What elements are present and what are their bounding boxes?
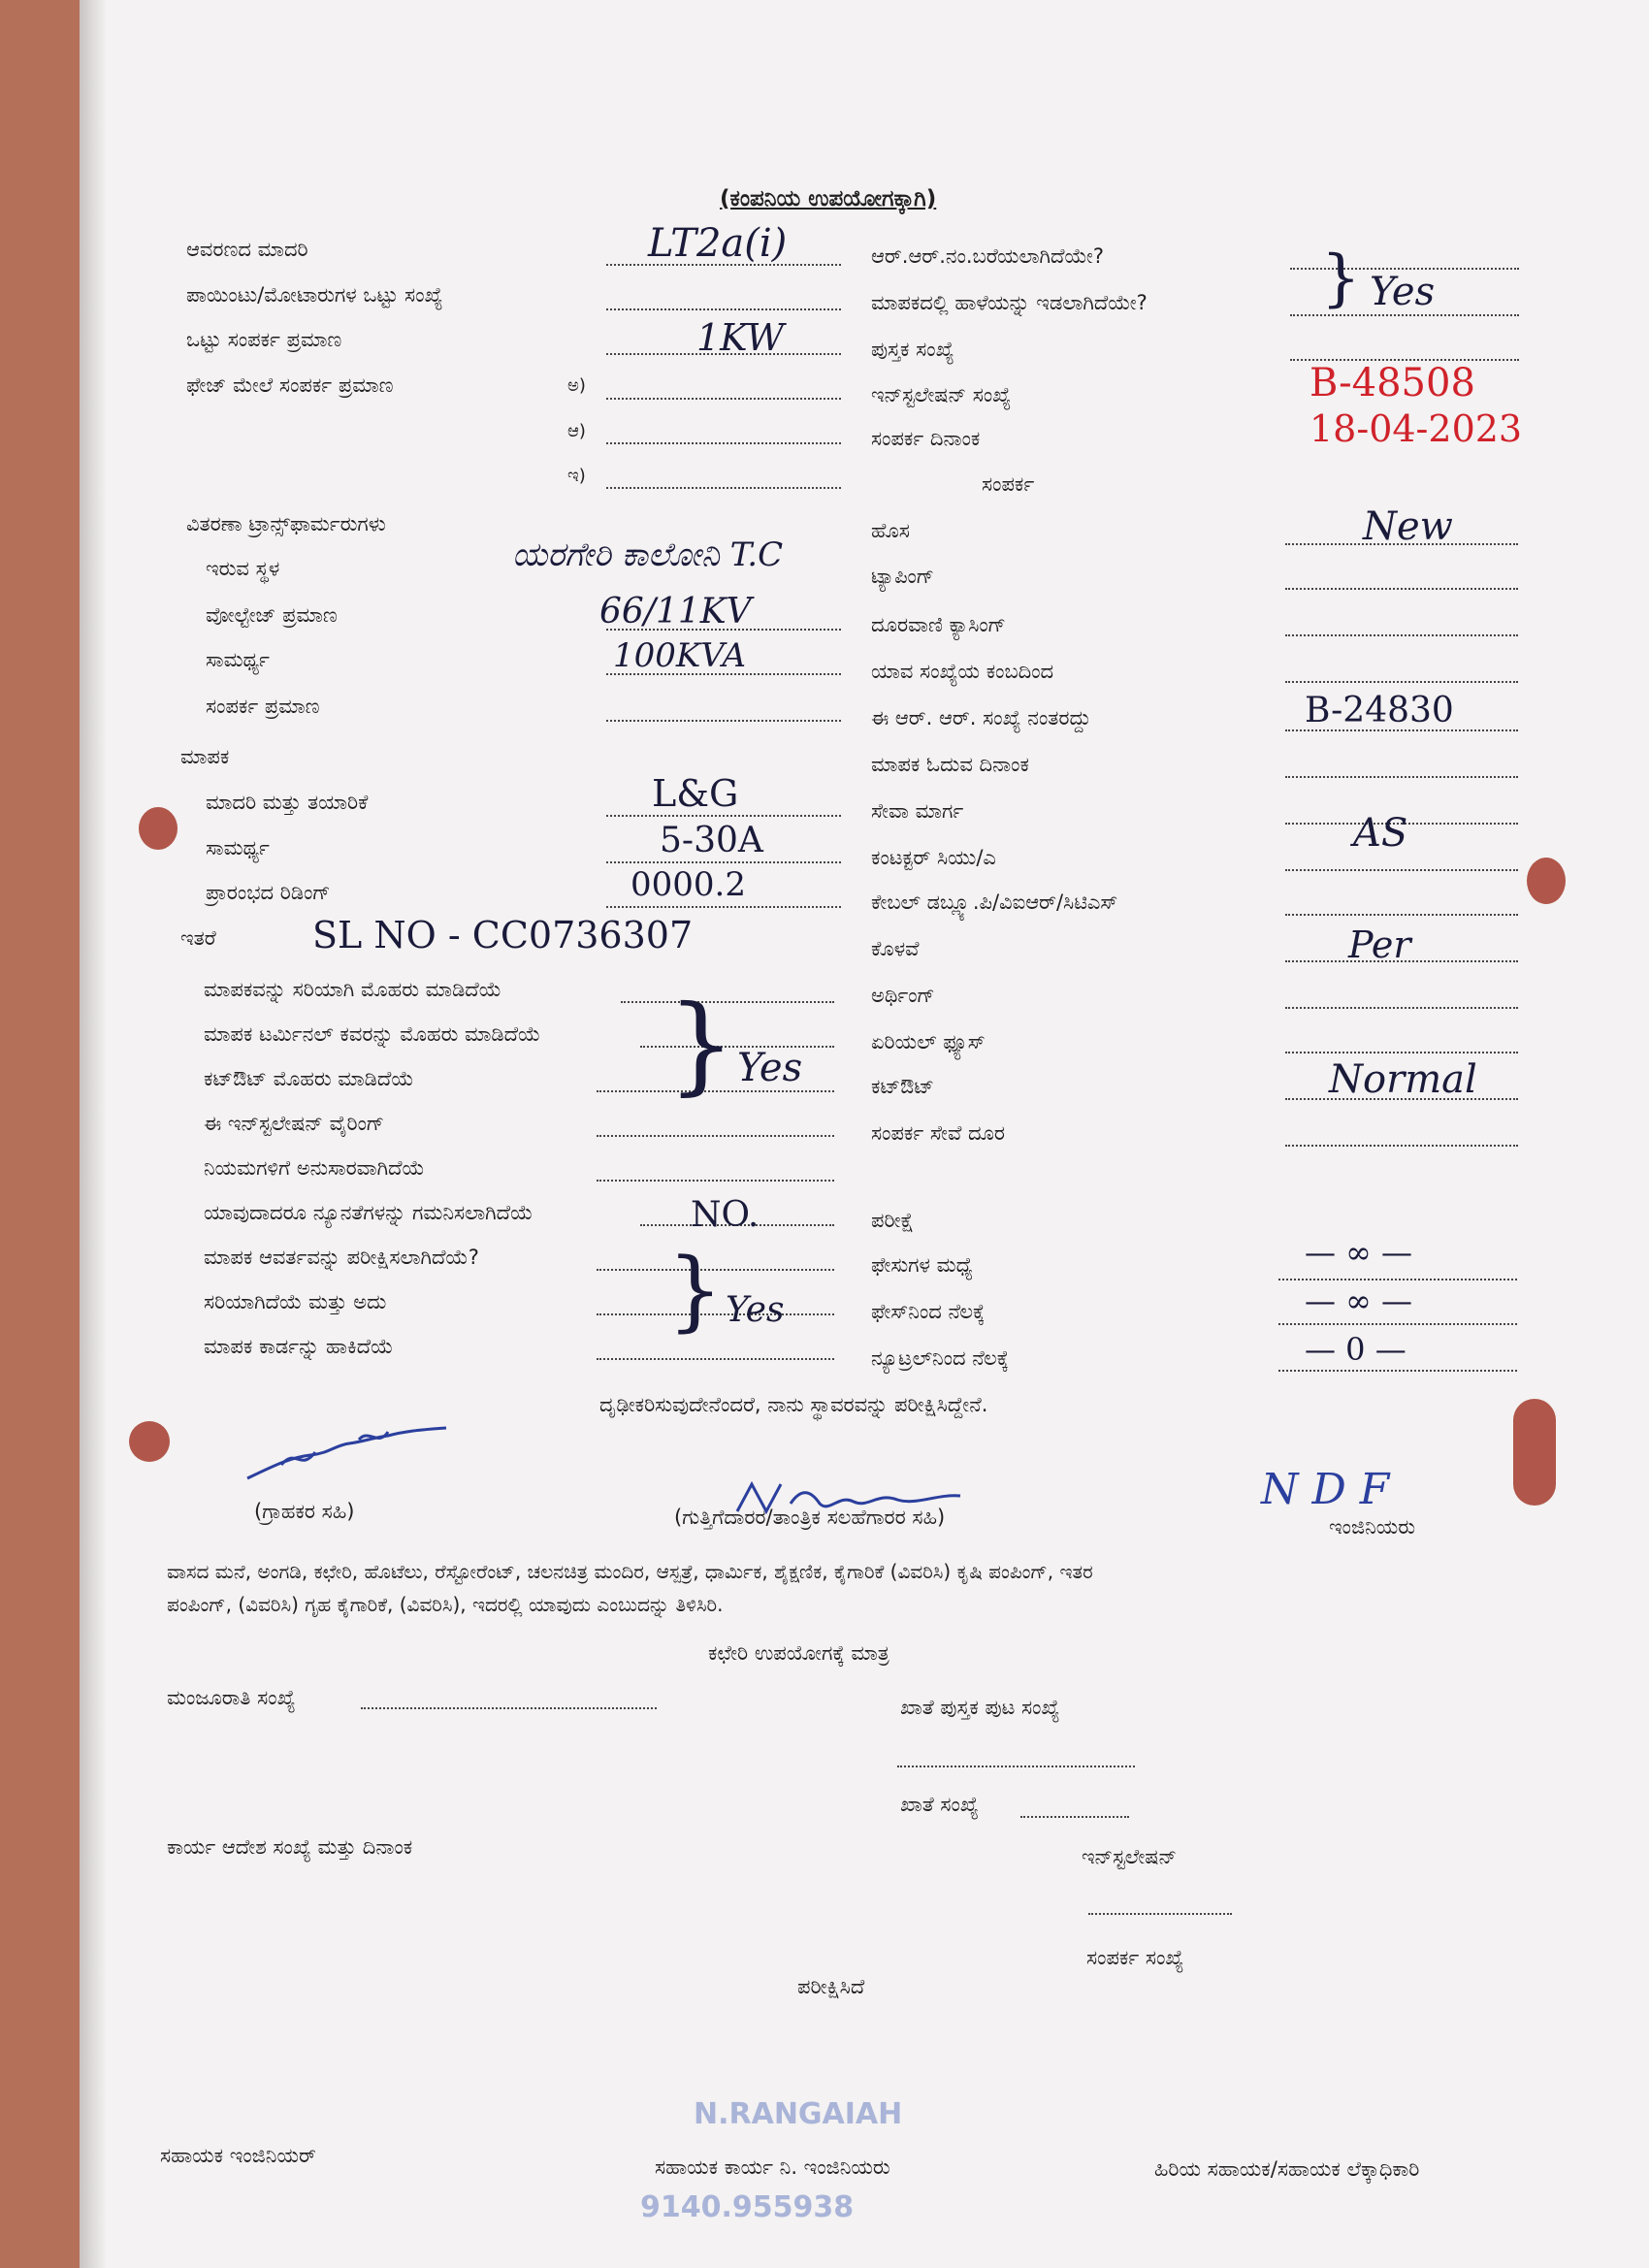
rules-compliance-line [597,1180,834,1182]
card-brace: } [667,1240,724,1342]
next-rr-value: B-24830 [1305,691,1454,730]
cutout-label: ಕಟ್‌ಔಟ್ [871,1075,934,1098]
sheet-kept-label: ಮಾಪಕದಲ್ಲಿ ಹಾಳೆಯನ್ನು ಇಡಲಾಗಿದೆಯೇ? [871,291,1148,314]
meter-card-label: ಮಾಪಕ ಕಾರ್ಡನ್ನು ಹಾಕಿದೆಯೆ [204,1335,394,1358]
work-order-label: ಕಾರ್ಯ ಆದೇಶ ಸಂಖ್ಯೆ ಮತ್ತು ದಿನಾಂಕ [167,1835,413,1859]
engineer-signature: N D F [1261,1465,1390,1514]
assistant-exec-engineer-label: ಸಹಾಯಕ ಕಾರ್ಯ ನಿ. ಇಂಜಿನಿಯರು [655,2155,890,2179]
points-count-label: ಪಾಯಿಂಟು/ಮೋಟಾರುಗಳ ಒಟ್ಟು ಸಂಖ್ಯೆ [186,283,443,307]
tapping-line [1285,588,1518,590]
meter-make-label: ಮಾದರಿ ಮತ್ತು ತಯಾರಿಕೆ [206,791,369,814]
service-distance-label: ಸಂಪರ್ಕ ಸೇವೆ ದೂರ [871,1121,1006,1145]
office-stamp-name: N.RANGAIAH [694,2097,903,2131]
office-use-heading: ಕಛೇರಿ ಉಪಯೋಗಕ್ಕೆ ಮಾತ್ರ [708,1641,889,1665]
transformer-heading: ವಿತರಣಾ ಟ್ರಾನ್ಸ್‌ಫಾರ್ಮರುಗಳು [186,512,386,535]
new-label: ಹೊಸ [871,519,910,542]
premises-type-value: LT2a(i) [648,221,788,266]
neutral-to-earth-value: — 0 — [1305,1331,1406,1368]
punch-hole [139,807,178,850]
neutral-to-earth-label: ನ್ಯೂಟ್ರಲ್‌ನಿಂದ ನೆಲಕ್ಕೆ [871,1346,1009,1370]
pole-number-line [1285,681,1518,683]
rr-written-label: ಆರ್.ಆರ್.ನಂ.ಬರೆಯಲಾಗಿದೆಯೇ? [871,244,1104,268]
defects-label: ಯಾವುದಾದರೂ ನ್ಯೂನತೆಗಳನ್ನು ಗಮನಿಸಲಾಗಿದೆಯೆ [204,1201,534,1224]
checked-label: ಪರೀಕ್ಷಿಸಿದೆ [797,1975,865,1998]
account-number-label: ಖಾತೆ ಸಂಖ್ಯೆ [900,1793,979,1816]
engineer-signature-label: ಇಂಜಿನಿಯರು [1329,1515,1416,1539]
certification-text: ದೃಢೀಕರಿಸುವುದೇನೆಂದರೆ, ನಾನು ಸ್ಥಾವರವನ್ನು ಪರೀಕ್ಷಿಸಿದ್ದೇನೆ. [599,1393,988,1416]
meter-read-date-line [1285,776,1518,778]
transformer-capacity-value: 100KVA [613,636,747,675]
total-load-label: ಒಟ್ಟು ಸಂಪರ್ಕ ಪ್ರಮಾಣ [186,328,342,351]
account-number-line [1020,1816,1129,1818]
test-heading: ಪರೀಕ್ಷೆ [871,1209,915,1232]
service-distance-line [1285,1145,1518,1147]
rr-answer: Yes [1370,270,1436,314]
phase-b-line [606,442,841,444]
office-stamp-number: 9140.955938 [640,2190,855,2224]
phase-to-phase-label: ಫೇಸುಗಳ ಮಧ್ಯೆ [871,1253,973,1277]
neutral-to-earth-line [1278,1370,1517,1372]
meter-heading: ಮಾಪಕ [180,745,230,768]
punch-hole [1513,1399,1556,1506]
points-count-line [606,308,841,310]
phase-marker-c: ಇ) [567,466,586,486]
wiring-line [597,1135,834,1137]
rr-brace: } [1321,243,1361,314]
rules-compliance-label: ನಿಯಮಗಳಿಗೆ ಅನುಸಾರವಾಗಿದೆಯೆ [204,1156,425,1180]
connection-number-label: ಸಂಪರ್ಕ ಸಂಖ್ಯೆ [1086,1946,1184,1969]
form-title: (ಕಂಪನಿಯ ಉಪಯೋಗಕ್ಕಾಗಿ) [720,186,937,211]
installation-number-label: ಇನ್‌ಸ್ಟಲೇಷನ್ ಸಂಖ್ಯೆ [871,383,1012,406]
installation-line [1088,1913,1232,1915]
installation-number-value: B-48508 [1310,361,1475,405]
cable-line [1285,914,1518,916]
paper-edge-shadow [80,0,107,2268]
connection-date-label: ಸಂಪರ್ಕ ದಿನಾಂಕ [871,427,981,450]
meter-sealed-label: ಮಾಪಕವನ್ನು ಸರಿಯಾಗಿ ಮೊಹರು ಮಾಡಿದೆಯೆ [204,978,502,1001]
connection-heading: ಸಂಪರ್ಕ [982,472,1035,496]
connection-date-value: 18-04-2023 [1310,407,1523,450]
book-number-label: ಪುಸ್ತಕ ಸಂಖ್ಯೆ [871,338,954,361]
seal-answer: Yes [737,1046,803,1090]
phase-a-line [606,398,841,400]
aerial-fuse-line [1285,1052,1518,1053]
transformer-voltage-value: 66/11KV [599,592,752,632]
meter-card-line [597,1358,834,1360]
initial-reading-value: 0000.2 [630,865,746,904]
installation-label: ಇನ್‌ಸ್ಟಲೇಷನ್ [1082,1845,1178,1868]
punch-hole [129,1421,170,1462]
phase-marker-a: ಅ) [567,375,586,396]
cutout-value: Normal [1329,1057,1477,1102]
meter-capacity-label: ಸಾಮರ್ಥ್ಯ [206,836,270,859]
transformer-location-label: ಇರುವ ಸ್ಥಳ [206,557,280,580]
earthing-line [1285,1007,1518,1009]
contractor-signature-label: (ಗುತ್ತಿಗೆದಾರರ/ತಾಂತ್ರಿಕ ಸಲಹೆಗಾರರ ಸಹಿ) [674,1506,946,1529]
transformer-capacity-label: ಸಾಮರ್ಥ್ಯ [206,648,270,671]
ledger-page-line [897,1766,1135,1767]
meter-capacity-line [606,861,841,863]
sanction-number-label: ಮಂಜೂರಾತಿ ಸಂಖ್ಯೆ [167,1686,296,1709]
wiring-label: ಈ ಇನ್‌ಸ್ಟಲೇಷನ್ ವೈರಿಂಗ್ [204,1112,385,1135]
cable-label: ಕೇಬಲ್ ಡಬ್ಲ್ಯೂ.ಪಿ/ವಿಐಆರ್/ಸಿಟಿಎಸ್ [871,891,1118,914]
conductor-line [1285,869,1518,871]
transformer-load-line [606,720,841,722]
conductor-value: AS [1353,811,1408,856]
terminal-sealed-label: ಮಾಪಕ ಟರ್ಮಿನಲ್ ಕವರನ್ನು ಮೊಹರು ಮಾಡಿದೆಯೆ [204,1022,541,1046]
pipe-value: Per [1348,923,1411,966]
ledger-page-label: ಖಾತೆ ಪುಸ್ತಕ ಪುಟ ಸಂಖ್ಯೆ [900,1696,1060,1719]
meter-make-value: L&G [652,772,739,815]
transformer-voltage-label: ವೋಲ್ಟೇಜ್ ಪ್ರಮಾಣ [206,603,338,627]
transformer-location-value: ಯರಗೇರಿ ಕಾಲೋನಿ T.C [512,535,784,574]
telephone-casing-label: ದೂರವಾಣಿ ಕ್ಯಾಸಿಂಗ್ [871,613,1006,636]
telephone-casing-line [1285,634,1518,636]
card-answer: Yes [726,1290,785,1330]
initial-reading-line [606,906,841,908]
usage-text-line2: ಪಂಪಿಂಗ್, (ವಿವರಿಸಿ) ಗೃಹ ಕೈಗಾರಿಕೆ, (ವಿವರಿಸಿ), ಇದರಲ್ಲಿ ಯಾವುದು ಎಂಬುದನ್ನು ತಿಳಿಸಿರಿ. [167,1593,724,1616]
defects-answer: NO. [691,1195,760,1235]
meter-make-line [606,815,841,817]
premises-type-label: ಆವರಣದ ಮಾದರಿ [186,238,308,261]
customer-signature [242,1418,456,1486]
meter-serial-value: SL NO - CC0736307 [312,914,694,956]
total-load-value: 1KW [696,316,785,359]
meter-read-date-label: ಮಾಪಕ ಓದುವ ದಿನಾಂಕ [871,753,1029,776]
new-value: New [1363,504,1453,549]
punch-hole [1527,858,1566,904]
next-rr-label: ಈ ಆರ್. ಆರ್. ಸಂಖ್ಯೆ ನಂತರದ್ದು [871,706,1091,729]
cutout-sealed-label: ಕಟ್‌ಔಟ್ ಮೊಹರು ಮಾಡಿದೆಯೆ [204,1067,414,1090]
tapping-label: ಟ್ಯಾಪಿಂಗ್ [871,565,934,588]
phase-to-phase-value: — ∞ — [1305,1234,1412,1271]
pipe-label: ಕೊಳವೆ [871,937,920,960]
conductor-label: ಕಂಟಕ್ಟರ್ ಸಿಯು/ಎ [871,846,996,869]
pole-number-label: ಯಾವ ಸಂಖ್ಯೆಯ ಕಂಬದಿಂದ [871,660,1054,683]
aerial-fuse-label: ಏರಿಯಲ್ ಫ್ಯೂಸ್ [871,1030,986,1053]
meter-rotation-label: ಮಾಪಕ ಆವರ್ತವನ್ನು ಪರೀಕ್ಷಿಸಲಾಗಿದೆಯೆ? [204,1246,479,1269]
transformer-load-label: ಸಂಪರ್ಕ ಪ್ರಮಾಣ [206,695,320,718]
usage-text-line1: ವಾಸದ ಮನೆ, ಅಂಗಡಿ, ಕಛೇರಿ, ಹೊಟೆಲು, ರೆಸ್ಟೋರೆಂಟ್, ಚಲನಚಿತ್ರ ಮಂದಿರ, ಆಸ್ಪತ್ರೆ, ಧಾರ್ಮಿಕ, ಶೈಕ್ಷಣಿಕ, ಕೈಗಾರಿಕೆ (ವಿವರಿಸಿ) ಕೃಷಿ ಪಂಪಿಂಗ್, ಇತರ [167,1560,1093,1583]
seal-brace: } [667,982,735,1106]
customer-signature-label: (ಗ್ರಾಹಕರ ಸಹಿ) [254,1500,355,1523]
other-label: ಇತರೆ [180,926,216,950]
phase-load-label: ಫೇಜ್ ಮೇಲೆ ಸಂಪರ್ಕ ಪ್ರಮಾಣ [186,373,394,397]
phase-to-earth-line [1278,1323,1517,1325]
accounts-officer-label: ಹಿರಿಯ ಸಹಾಯಕ/ಸಹಾಯಕ ಲೆಕ್ಕಾಧಿಕಾರಿ [1154,2157,1420,2181]
service-line-label: ಸೇವಾ ಮಾರ್ಗ [871,799,964,823]
phase-to-phase-line [1278,1279,1517,1280]
correct-label: ಸರಿಯಾಗಿದೆಯೆ ಮತ್ತು ಅದು [204,1290,387,1313]
phase-c-line [606,487,841,489]
phase-marker-b: ಆ) [567,421,586,441]
meter-capacity-value: 5-30A [660,821,763,860]
sanction-number-line [361,1707,657,1709]
assistant-engineer-label: ಸಹಾಯಕ ಇಂಜಿನಿಯರ್ [160,2144,316,2167]
phase-to-earth-value: — ∞ — [1305,1282,1412,1319]
phase-to-earth-label: ಫೇಸ್‌ನಿಂದ ನೆಲಕ್ಕೆ [871,1300,986,1323]
initial-reading-label: ಪ್ರಾರಂಭದ ರಿಡಿಂಗ್ [206,881,331,904]
sheet-kept-line [1290,314,1519,316]
earthing-label: ಅರ್ಥಿಂಗ್ [871,984,935,1007]
